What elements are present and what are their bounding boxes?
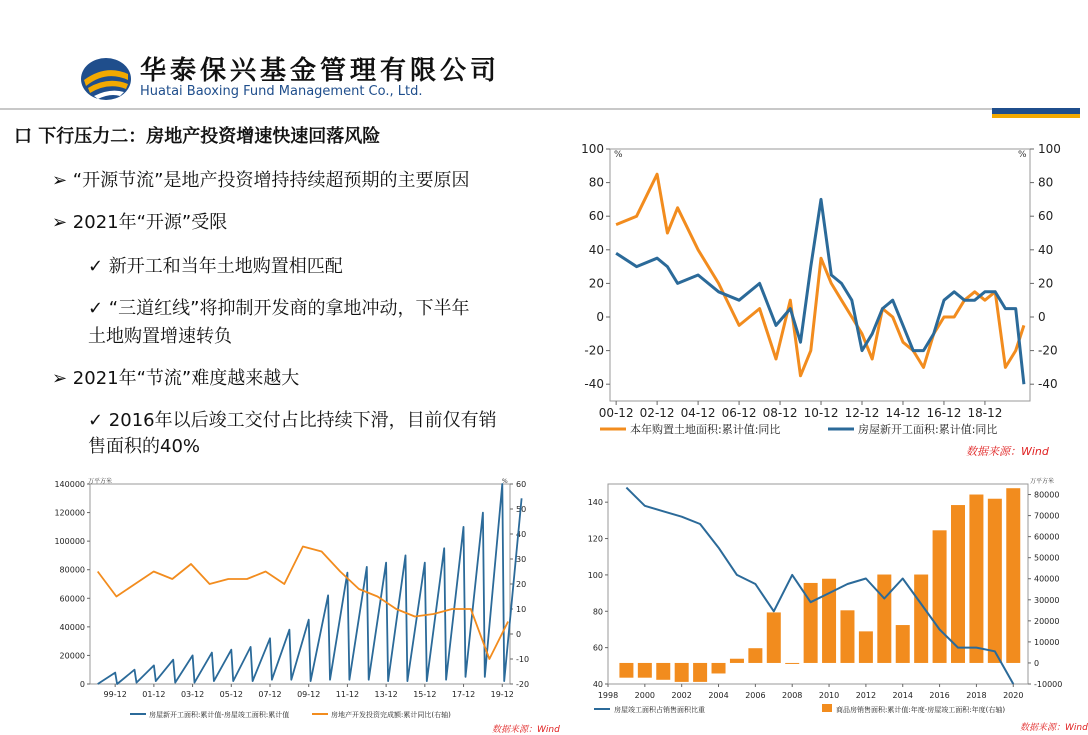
- y-tick-label-right: 70000: [1034, 511, 1060, 521]
- y-axis-right: [1028, 477, 1062, 689]
- x-tick-label: 2010: [818, 691, 840, 700]
- series-group: [616, 174, 1024, 384]
- legend: [130, 710, 451, 719]
- series-group: [98, 484, 522, 684]
- y-tick-label-right: 80000: [1034, 490, 1060, 500]
- y-tick-label-right: 20000: [1034, 616, 1060, 626]
- y-tick-label-left: 40000: [59, 622, 85, 632]
- y-tick-label-right: 40: [1038, 242, 1054, 257]
- x-tick-label: 2004: [708, 691, 729, 700]
- y-tick-label-right: 20: [1038, 276, 1054, 291]
- x-axis: [599, 401, 1003, 420]
- y-tick-label-right: 10: [516, 605, 527, 614]
- y-tick-label-left: 60: [592, 643, 603, 653]
- x-tick-label: 19-12: [490, 690, 514, 699]
- x-tick-label: 2020: [1003, 691, 1024, 700]
- y-tick-label-right: 0: [516, 630, 522, 639]
- x-tick-label: 2000: [634, 691, 656, 700]
- x-tick-label: 18-12: [967, 406, 1003, 420]
- y-unit-right: %: [502, 478, 508, 485]
- slide-heading: 口 下行压力二：房地产投资增速快速回落风险: [14, 126, 381, 147]
- y-tick-label-left: 60: [588, 209, 604, 224]
- bar: [1006, 488, 1020, 663]
- y-tick-label-left: 60000: [59, 594, 85, 604]
- chart-starts-minus-completions: [54, 476, 570, 724]
- page-header: [0, 0, 1080, 118]
- chart-completion-ratio: [578, 476, 1078, 724]
- y-tick-label-right: -10000: [1034, 680, 1063, 689]
- plot-frame: [90, 484, 510, 684]
- legend-label: 房屋新开工面积:累计值-房屋竣工面积:累计值: [149, 711, 290, 719]
- bar: [748, 648, 762, 663]
- y-tick-label-left: 40: [592, 680, 603, 689]
- bullet-2b: ✓ “三道红线”将抑制开发商的拿地冲动，下半年: [88, 298, 470, 319]
- y-tick-label-right: 60000: [1034, 532, 1060, 542]
- y-tick-label-left: 120000: [54, 508, 85, 518]
- x-tick-label: 00-12: [598, 406, 634, 420]
- y-tick-label-left: 80000: [59, 565, 85, 575]
- chart-3-source: 数据来源：Wind: [1020, 723, 1088, 733]
- y-tick-label-right: 30: [516, 555, 527, 564]
- x-tick-label: 13-12: [374, 690, 398, 699]
- x-tick-label: 06-12: [721, 406, 757, 420]
- y-tick-label-left: 40: [588, 242, 604, 257]
- y-tick-label-right: 80: [1038, 175, 1054, 190]
- x-tick-label: 16-12: [926, 406, 962, 420]
- x-axis: [598, 684, 1024, 700]
- x-tick-label: 1998: [597, 691, 619, 700]
- x-tick-label: 2008: [782, 691, 803, 700]
- y-tick-label-right: 40: [516, 530, 527, 539]
- y-tick-label-left: 20000: [59, 651, 85, 661]
- y-tick-label-left: 100000: [54, 537, 85, 547]
- bar: [693, 663, 707, 682]
- series-line-2: [616, 199, 1024, 384]
- y-tick-label-right: 0: [1034, 658, 1040, 668]
- x-tick-label: 99-12: [103, 690, 127, 699]
- x-tick-label: 07-12: [258, 690, 282, 699]
- y-tick-label-left: 0: [79, 680, 85, 689]
- bullet-2b-cont: 土地购置增速转负: [88, 326, 232, 347]
- legend: [600, 422, 997, 436]
- x-tick-label: 08-12: [762, 406, 798, 420]
- x-tick-label: 17-12: [451, 690, 476, 699]
- bullet-2: ➢ 2021年“开源”受限: [52, 212, 228, 233]
- bar: [914, 575, 928, 663]
- chart-1-source: 数据来源：Wind: [966, 445, 1049, 458]
- y-tick-label-right: 60: [1038, 209, 1054, 224]
- legend-label: 本年购置土地面积:累计值:同比: [630, 423, 781, 436]
- y-tick-label-left: 80: [592, 607, 603, 617]
- x-tick-label: 15-12: [413, 690, 437, 699]
- y-tick-label-right: 20: [516, 580, 527, 589]
- legend-label: 房地产开发投资完成额:累计同比(右轴): [331, 711, 451, 719]
- bar: [877, 575, 891, 663]
- bar: [712, 663, 726, 674]
- chart-land-vs-starts: [578, 143, 1073, 443]
- y-tick-label-left: 140000: [54, 480, 85, 489]
- x-tick-label: 11-12: [335, 690, 360, 699]
- y-tick-label-left: -40: [584, 377, 604, 392]
- legend-label: 商品房销售面积:累计值:年度-房屋竣工面积:年度(右轴): [836, 706, 1006, 714]
- bar: [969, 495, 983, 663]
- legend-label: 房屋新开工面积:累计值:同比: [858, 423, 998, 436]
- x-tick-label: 12-12: [844, 406, 880, 420]
- y-tick-label-left: 80: [588, 175, 604, 190]
- legend-label: 房屋竣工面积占销售面积比重: [614, 706, 705, 714]
- y-tick-label-left: 120: [587, 534, 603, 544]
- legend: [594, 704, 1005, 714]
- y-unit-left: %: [614, 150, 623, 160]
- y-tick-label-left: 0: [596, 310, 604, 324]
- bar: [638, 663, 652, 678]
- x-tick-label: 2016: [929, 691, 950, 700]
- x-tick-label: 2002: [671, 691, 692, 700]
- y-tick-label-left: 20: [588, 276, 604, 291]
- x-tick-label: 2012: [855, 691, 877, 700]
- bar: [859, 631, 873, 663]
- bullet-3a: ✓ 2016年以后竣工交付占比持续下滑，目前仅有销: [88, 410, 497, 431]
- bar: [656, 663, 670, 680]
- x-tick-label: 2018: [966, 691, 987, 700]
- bar: [619, 663, 633, 678]
- y-tick-label-right: 60: [516, 480, 527, 489]
- chart-2-source: 数据来源：Wind: [492, 725, 560, 735]
- bar: [767, 612, 781, 663]
- y-tick-label-right: -40: [1038, 377, 1058, 392]
- bar: [675, 663, 689, 682]
- header-accent-gold: [992, 114, 1080, 118]
- company-name-en: Huatai Baoxing Fund Management Co., Ltd.: [140, 84, 423, 99]
- bullet-3: ➢ 2021年“节流”难度越来越大: [52, 368, 300, 389]
- x-tick-label: 2006: [745, 691, 766, 700]
- header-divider: [0, 108, 1080, 110]
- x-tick-label: 14-12: [885, 406, 921, 420]
- x-tick-label: 05-12: [219, 690, 243, 699]
- x-tick-label: 04-12: [680, 406, 716, 420]
- x-tick-label: 01-12: [142, 690, 166, 699]
- y-tick-label-right: 100: [1038, 142, 1061, 156]
- series-line-1: [98, 484, 522, 684]
- y-axis-left: [581, 142, 623, 391]
- bullet-1: ➢ “开源节流”是地产投资增持持续超预期的主要原因: [52, 170, 470, 191]
- y-tick-label-left: 100: [587, 570, 603, 580]
- y-tick-label-left: -20: [584, 343, 604, 358]
- y-axis-right: [1018, 142, 1061, 391]
- x-axis: [104, 684, 514, 699]
- huatai-logo-icon: [80, 56, 132, 102]
- y-axis-left: [588, 498, 608, 689]
- x-tick-label: 02-12: [639, 406, 675, 420]
- y-unit-left: 万平方米: [88, 478, 113, 485]
- legend-swatch: [822, 704, 832, 712]
- y-tick-label-right: -20: [516, 680, 530, 689]
- y-unit-right: %: [1018, 150, 1027, 160]
- x-tick-label: 2014: [892, 691, 913, 700]
- bar: [933, 530, 947, 663]
- bullet-2a: ✓ 新开工和当年土地购置相匹配: [88, 256, 343, 277]
- y-tick-label-right: 10000: [1034, 637, 1060, 647]
- y-tick-label-left: 100: [581, 142, 604, 156]
- y-unit-right: 万平方米: [1030, 478, 1055, 485]
- series-group: [619, 488, 1020, 684]
- y-tick-label-right: 0: [1038, 310, 1046, 324]
- x-tick-label: 03-12: [180, 690, 205, 699]
- y-axis-left: [54, 477, 112, 689]
- bar: [951, 505, 965, 663]
- bar: [730, 659, 744, 663]
- y-tick-label-right: 40000: [1034, 574, 1060, 584]
- y-tick-label-right: 30000: [1034, 595, 1060, 605]
- company-name-cn: 华泰保兴基金管理有限公司: [140, 56, 501, 86]
- y-tick-label-right: 50: [516, 505, 527, 514]
- bar: [840, 610, 854, 663]
- bar: [785, 663, 799, 664]
- y-tick-label-right: 50000: [1034, 553, 1060, 563]
- bar: [988, 499, 1002, 663]
- y-tick-label-right: -10: [516, 655, 530, 664]
- y-tick-label-right: -20: [1038, 343, 1058, 358]
- bullet-3a-cont: 售面积的40%: [88, 436, 201, 457]
- x-tick-label: 10-12: [803, 406, 839, 420]
- x-tick-label: 09-12: [297, 690, 321, 699]
- bar: [896, 625, 910, 663]
- y-tick-label-left: 140: [587, 498, 603, 508]
